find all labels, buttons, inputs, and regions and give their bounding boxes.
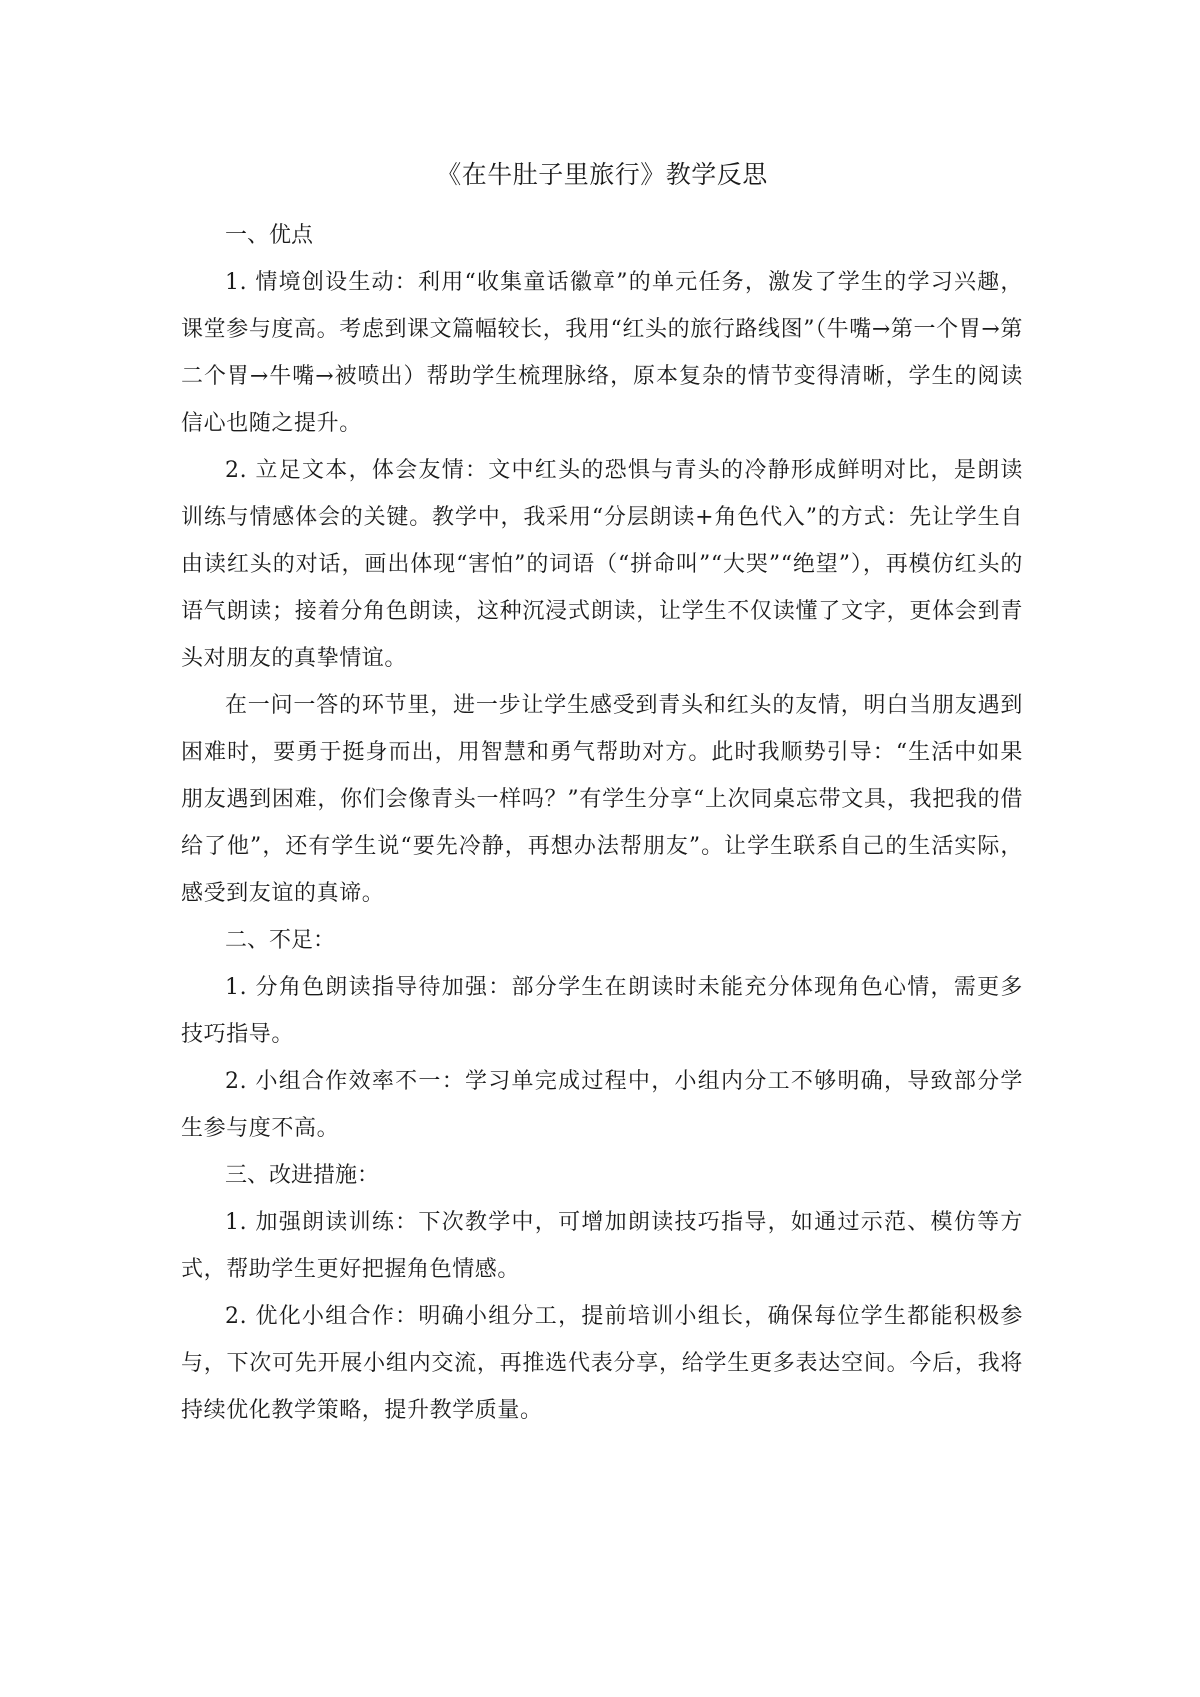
section-heading: 三、改进措施：	[225, 1163, 380, 1188]
section-strengths	[181, 212, 1023, 917]
section-heading: 二、不足：	[225, 928, 336, 953]
paragraph: 2. 小组合作效率不一：学习单完成过程中，小组内分工不够明确，导致部分学生参与度不高。	[181, 1069, 1023, 1141]
section-improvements	[181, 1152, 1023, 1434]
section-weaknesses	[181, 917, 1023, 1152]
paragraph: 2. 立足文本，体会友情：文中红头的恐惧与青头的冷静形成鲜明对比，是朗读训练与情感体会的关键。教学中，我采用“分层朗读+角色代入”的方式：先让学生自由读红头的对话，画出体现“害怕”的词语（“拼命叫”“大哭”“绝望”），再模仿红头的语气朗读；接着分角色朗读，这种沉浸式朗读，让学生不仅读懂了文字，更体会到青头对朋友的真挚情谊。	[181, 458, 1023, 671]
document-page	[181, 150, 1023, 1434]
section-heading: 一、优点	[225, 223, 314, 248]
document-title: 《在牛肚子里旅行》教学反思	[436, 160, 768, 189]
paragraph: 在一问一答的环节里，进一步让学生感受到青头和红头的友情，明白当朋友遇到困难时，要勇于挺身而出，用智慧和勇气帮助对方。此时我顺势引导：“生活中如果朋友遇到困难，你们会像青头一样吗？”有学生分享“上次同桌忘带文具，我把我的借给了他”，还有学生说“要先冷静，再想办法帮朋友”。让学生联系自己的生活实际，感受到友谊的真谛。	[181, 693, 1023, 906]
paragraph: 2. 优化小组合作：明确小组分工，提前培训小组长，确保每位学生都能积极参与，下次可先开展小组内交流，再推选代表分享，给学生更多表达空间。今后，我将持续优化教学策略，提升教学质量。	[181, 1304, 1023, 1423]
paragraph: 1. 分角色朗读指导待加强：部分学生在朗读时未能充分体现角色心情，需更多技巧指导。	[181, 975, 1023, 1047]
paragraph: 1. 加强朗读训练：下次教学中，可增加朗读技巧指导，如通过示范、模仿等方式，帮助学生更好把握角色情感。	[181, 1210, 1023, 1282]
paragraph: 1. 情境创设生动：利用“收集童话徽章”的单元任务，激发了学生的学习兴趣，课堂参与度高。考虑到课文篇幅较长，我用“红头的旅行路线图”（牛嘴→第一个胃→第二个胃→牛嘴→被喷出）帮助学生梳理脉络，原本复杂的情节变得清晰，学生的阅读信心也随之提升。	[181, 270, 1023, 436]
